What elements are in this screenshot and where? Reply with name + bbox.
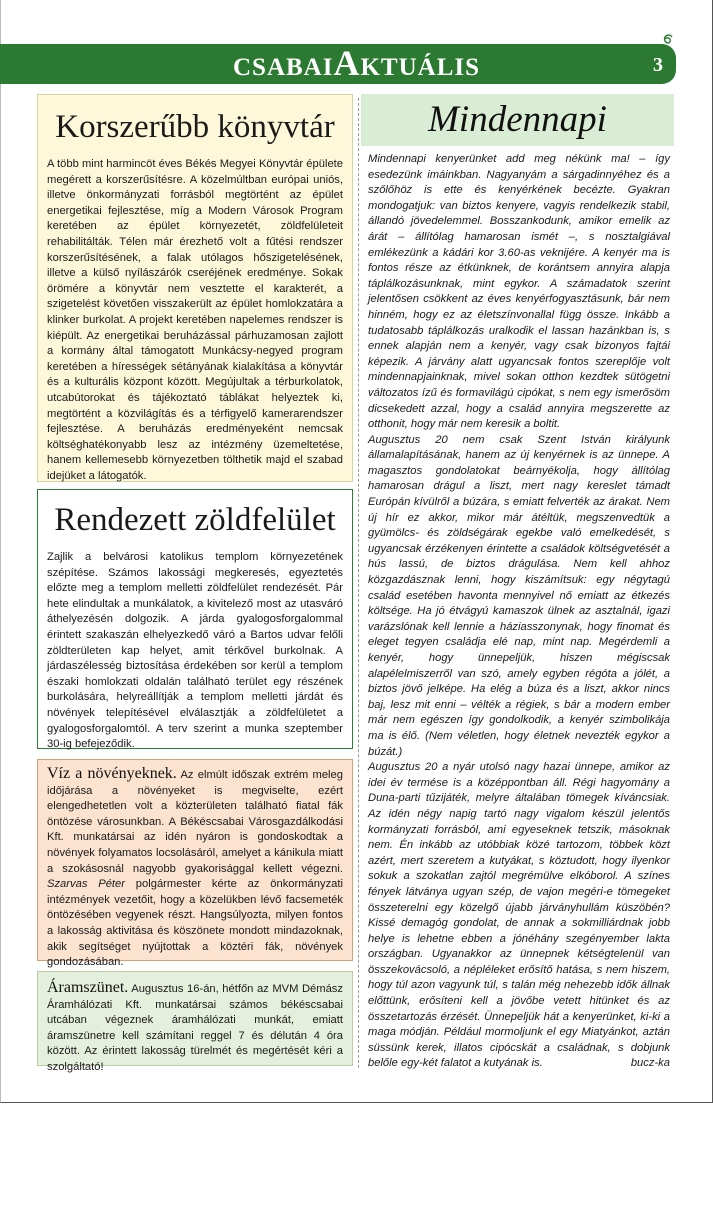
water-article <box>37 759 353 969</box>
page-number: 3 <box>653 54 663 76</box>
green-area-article <box>37 489 353 749</box>
library-article <box>37 94 353 482</box>
column-divider <box>358 98 359 1068</box>
power-outage-article <box>37 971 353 1073</box>
bread-article-paragraph-2: Augusztus 20 nem csak Szent István királyunk államalapításának, hanem az új kenyérnek is az ünnepe. A magasztos gondolatokat beárnyékolja, hogy állítólag hamarosan drágul a liszt, mert nagy kereslet támadt Európán kívülről a búzára, s emiatt felverték az árakat. Nem új hír ez akkor, mikor már átéltük, megszenvedtük a gyümölcs- és zöldségárak egekbe való emelkedését, s ugyancsak érzékenyen érintette a családok költségvetését a hús lassú, de biztos drágulása. Nem kell ahhoz közgazdásznak lenni, hogy kiszámítsuk: egy négytagú család esetében havonta mennyivel nő emiatt az étkezés költsége. Ha jó étvágyú kamaszok ülnek az asztalnál, igazi varázslónak kell lennie a háziasszonynak, hogy finomat és eleget tegyen családja elé nap, mint nap. Megérdemli a kenyér, hogy ünnepeljük, hiszen mégiscsak alapélelmiszerről van szó, amely egyben régóta a jólét, a biztos jövő jelképe. Ha elég a búza és a liszt, akkor nincs baj, lesz mit enni – vélték a régiek, s bár a modern ember már nem egészen így gondolkodik, a kenyér szimbolikája ma is élő. (Nem véletlen, hogy életnek nevezték egykor a búzát.) <box>368 433 670 758</box>
swirl-icon <box>662 33 674 45</box>
masthead-title-part-1: CSABAI <box>232 54 334 81</box>
water-article-body-2: polgármester kérte az önkormányzati intézmények vezetőit, hogy a közelükben lévő facsemeték öntözésében vegyenek részt. Hangsúlyozta, milyen fontos a lakosság aktivitása és köszönete mondott mindazoknak, akik segítséget nyújtottak a köztéri fák, növények gondozásában. <box>47 878 343 969</box>
library-article-title: Korszerűbb könyvtár <box>55 109 335 145</box>
bread-article <box>368 152 670 1072</box>
bread-article-header <box>361 94 674 146</box>
green-area-article-title: Rendezett zöldfelület <box>54 502 336 538</box>
library-article-body: A több mint harmincöt éves Békés Megyei Könyvtár épülete megérett a korszerűsítésre. A közelmúltban európai uniós, illetve önkormányzati forrásból megtörtént az épület energetikai fejlesztése, míg a Modern Városok Program keretében az épület környezetét, zöldfelületeit rehabilitálták. Télen már érezhető volt a fűtési rendszer korszerűsítésének, a falak utólagos hőszigetelésének, illetve a külső nyílászárók cseréjének eredménye. Sokak örömére a könyvtár nem vesztette el karakterét, a szigetelést követően visszakerült az épület homlokzatára a klinker burkolat. A projekt keretében napelemes rendszer is kiépült. Az energetikai beruházással párhuzamosan zajlott a kormány által támogatott Munkácsy-negyed program keretében a hírességek sétányának kialakítása a könyvtár és a kulturális központ között. Megújultak a térburkolatok, utcabútorokat és tájékoztató táblákat helyeztek ki, megtörtént a közvilágítás és a térfigyelő kamerarendszer fejlesztése. A beruházás eredményeként nemcsak költséghatékonyabb lesz az intézmény üzemeltetése, hanem kellemesebb környezetben tölthetik majd el szabad idejüket a látogatók. <box>47 158 343 482</box>
water-article-text <box>47 766 343 971</box>
power-outage-article-lead: Áramszünet. <box>47 979 129 996</box>
water-article-lead: Víz a növényeknek. <box>47 765 177 782</box>
power-outage-article-body: Augusztus 16-án, hétfőn az MVM Démász Áramhálózati Kft. munkatársai számos békéscsabai utcában végeznek áramhálózati munkát, emiatt áramszünetre kell számítani reggel 7 és délután 4 óra között. Az érintett lakosság türelmét és megértését kéri a szolgáltató! <box>47 983 343 1073</box>
bread-article-paragraph-3: Augusztus 20 a nyár utolsó nagy hazai ünnepe, amikor az idei év termése is a középpontban áll. Régi hagyomány a Duna-parti tűzijáték, melyre általában tömegek kíváncsiak. Az idén négy napig tartó nagy vigalom készül jelentős kormányzati forrásból, ami egyeseknek tetszik, másoknak nem. Én inkább az utóbbiak közé tartozom, többek közt azért, mert szeretem a kutyákat, s köztudott, hogy ilyenkor sokuk a szokatlan zajtól megrémülve elkóborol. A színes fények látványa ugyan szép, de vajon megéri-e tömegeket összeterelni egy közelgő újabb járványhullám küszöbén? Kissé demagóg gondolat, de annak a sokmilliárdnak jobb helye is lehetne ebben a jónéhány szegényember lakta országban. Ugyanakkor az ünnepnek kétségtelenül van összekovácsoló, a népléleket erősítő hatása, s nem hiszem, hogy túl azon vagyunk túl, s talán még nehezebb idők állnak előttünk, erősíteni kell a jövőbe vetett hitünket és az összetartozás érzését. Ünnepeljük hát a kenyerünket, ki-ki a maga módján. Például mormoljunk el egy Miatyánkot, aztán süssünk kerek, illatos cipócskát a családnak, s dobjunk belőle egy-két falatot a kutyának is. <box>368 761 670 1070</box>
water-article-body-1: Az elmúlt időszak extrém meleg időjárása a növényeket is megviselte, ezért elengedhetetlen volt a közterületen található fiatal fák öntözése városunkban. A Békéscsabai Városgazdálkodási Kft. munkatársai az idén nyáron is gondoskodtak a növények folyamatos locsolásáról, amelyet a kánikula miatt a szokásosnál nagyobb gyakorisággal kellett végezni. <box>47 769 343 875</box>
bread-article-title: Mindennapi <box>428 99 607 140</box>
power-outage-article-text <box>47 980 343 1076</box>
bread-article-paragraph-1: Mindennapi kenyerünket add meg nékünk ma! – így esedezünk imáinkban. Nagyanyám a sárgadinnyéhez és a szőlőhöz is ette és kenyérkének becézte. Gyakran mondogatjuk: van biztos kenyere, vagyis rendelkezik stabil, állandó jövedelemmel. Bosszankodunk, amikor emelik az árát – állítólag hamarosan ismét –, s nosztalgiával emlékezünk a kádári kor 3.60-as veknijére. A kenyér ma is fontos része az étkünknek, de korántsem annyira alapja táplálkozásunknak, mint egykor. A számadatok szerint jelentősen csökkent az éves kenyérfogyasztásunk, bár nem hinném, hogy ez az életszínvonallal függ össze. Inkább a tudatosabb táplálkozás uralkodik el lassan hazánkban is, s ennek alapján nem a kenyér, vagy csak bizonyos fajtái képezik. A járvány alatt ugyancsak fontos szereplője volt mindennapjainknak, mivel sokan otthon kezdtek sütögetni változatos ízű és formavilágú cipókat, s nem egy ismerősöm dicsekedett azzal, hogy a család annyira megszerette az otthonit, hogy már nem keresik a boltit. <box>368 153 670 431</box>
bread-article-signature: bucz-ka <box>630 1057 670 1070</box>
green-area-article-body: Zajlik a belvárosi katolikus templom környezetének szépítése. Számos lakossági megkeresés, egyeztetés előzte meg a templom melletti zöldfelület rendezését. Pár hete elindultak a munkálatok, a kivitelező most az utasváró áthelyezésén dolgozik. A járda gyalogosforgalommal érintett szakaszán elhelyezkedő váró a Bartos udvar felőli zöldterületen kap helyet, amit térkővel burkolnak. A járdaszélesség biztosítása érdekében sor kerül a templom északi homlokzati oldalán található terület egy részének burkolására, helyreállítják a templom melletti járdát és növények telepítésével elválasztják a zöldfelületet a gyalogosforgalomtól. A terv szerint a munka szeptember 30-ig befejeződik. <box>47 551 343 751</box>
masthead-title <box>0 43 713 83</box>
masthead-title-initial: A <box>333 43 361 83</box>
water-article-person: Szarvas Péter <box>47 878 125 891</box>
masthead-title-part-2: KTUÁLIS <box>360 54 481 81</box>
